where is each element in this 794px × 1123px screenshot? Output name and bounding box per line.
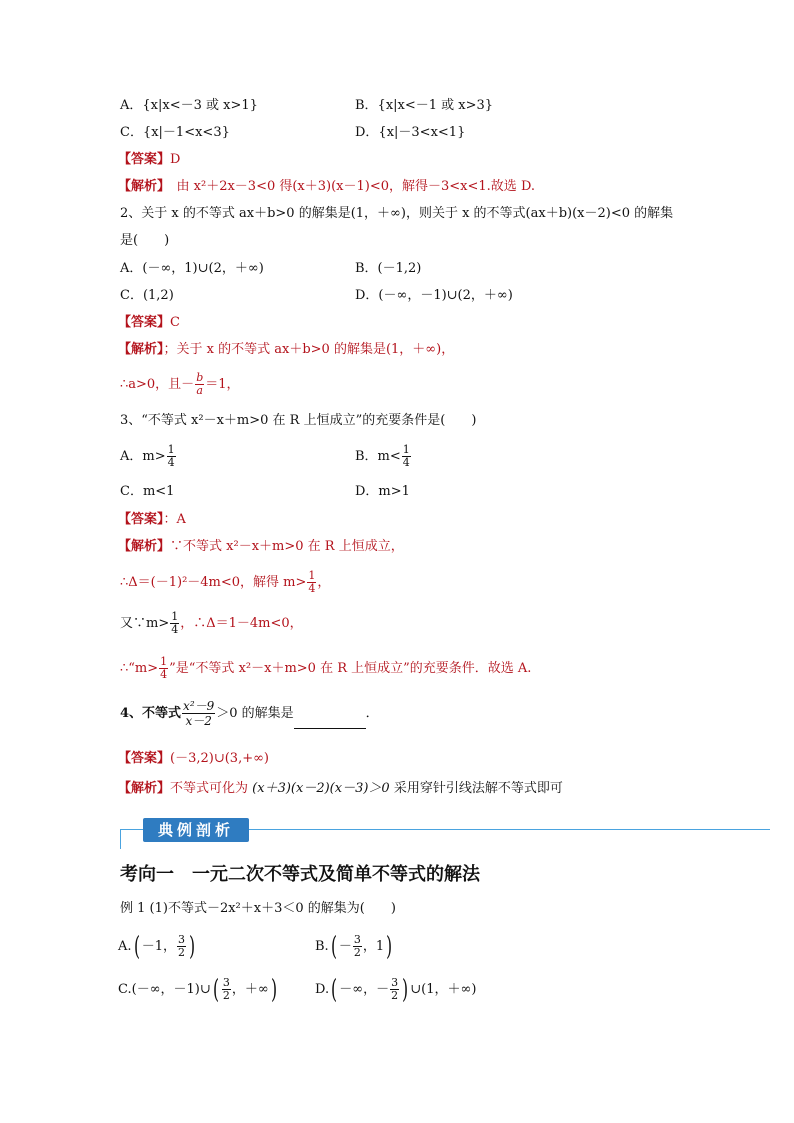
q2-answer bbox=[118, 314, 180, 332]
answer-label: 【答案】 bbox=[118, 315, 171, 330]
analysis-text: 又∵m> bbox=[120, 616, 170, 631]
analysis-text: ＝1， bbox=[205, 377, 240, 392]
fraction-denominator: 2 bbox=[222, 989, 230, 1002]
question-text: ＞0 的解集是 bbox=[216, 706, 294, 721]
analysis-math: (x＋3)(x－2)(x－3)＞0 bbox=[252, 781, 390, 796]
q1-answer bbox=[118, 151, 180, 169]
q2-stem-line1: 2、关于 x 的不等式 ax＋b>0 的解集是(1，＋∞)，则关于 x 的不等式(ax＋b)(x－2)<0 的解集 bbox=[120, 206, 674, 221]
analysis-text: ∴a>0，且－ bbox=[120, 377, 195, 392]
example1-option-b bbox=[315, 932, 394, 962]
fraction-numerator: 3 bbox=[391, 976, 399, 989]
fraction-numerator: 1 bbox=[308, 569, 316, 582]
analysis-text: 由 x²＋2x－3<0 得(x＋3)(x－1)<0，解得－3<x<1.故选 D. bbox=[163, 179, 536, 194]
example1-option-d bbox=[315, 975, 476, 1005]
option-text: C.(－∞，－1)∪ bbox=[118, 982, 211, 997]
option-label: D. bbox=[315, 982, 330, 997]
example1-option-a bbox=[118, 932, 197, 962]
answer-value: (－3,2)∪(3,+∞) bbox=[170, 751, 269, 766]
fraction-numerator: 1 bbox=[160, 655, 168, 668]
analysis-text: ∴“m> bbox=[120, 661, 159, 676]
option-label: A. bbox=[118, 939, 132, 954]
section-bracket bbox=[120, 829, 139, 849]
answer-value: C bbox=[170, 315, 180, 330]
q3-analysis-line2: ∴Δ＝(－1)²－4m<0，解得 m> $\frac{1}{4}$ ， bbox=[120, 569, 331, 595]
analysis-text: ∵不等式 x²－x＋m>0 在 R 上恒成立， bbox=[170, 539, 404, 554]
paren-open: ( bbox=[330, 931, 337, 962]
q1-option-b: B．{x|x<－1 或 x>3} bbox=[355, 98, 494, 113]
fraction-numerator: 1 bbox=[167, 443, 175, 456]
section-banner: 典例剖析 bbox=[143, 818, 249, 842]
fraction-three-halves bbox=[222, 977, 231, 1002]
q3-option-b bbox=[355, 444, 412, 470]
analysis-text: ，∴Δ＝1－4m<0， bbox=[180, 616, 303, 631]
answer-label: 【答案】 bbox=[118, 751, 171, 766]
fraction-one-quarter bbox=[307, 570, 316, 595]
q2-option-b: B．(－1,2) bbox=[355, 261, 422, 276]
analysis-text: ”是“不等式 x²－x＋m>0 在 R 上恒成立”的充要条件．故选 A. bbox=[169, 661, 532, 676]
option-text: B．m< bbox=[355, 449, 401, 464]
fraction-denominator: 4 bbox=[160, 668, 168, 681]
q3-analysis-line1 bbox=[118, 538, 404, 556]
q1-option-c: C．{x|－1<x<3} bbox=[120, 125, 230, 140]
q2-option-a: A．(－∞，1)∪(2，＋∞) bbox=[120, 261, 264, 276]
fraction-b-over-a bbox=[195, 372, 204, 397]
fraction-denominator: 2 bbox=[177, 946, 185, 959]
fraction-three-halves bbox=[353, 934, 362, 959]
paren-close: ) bbox=[402, 974, 409, 1005]
fraction-numerator: 1 bbox=[402, 443, 410, 456]
q1-analysis bbox=[118, 178, 535, 196]
q4-stem bbox=[120, 699, 379, 729]
analysis-label: 【解析】 bbox=[118, 539, 171, 554]
analysis-label: 【解析】 bbox=[118, 781, 171, 796]
q3-answer bbox=[118, 511, 186, 529]
answer-label: 【答案】 bbox=[118, 512, 164, 527]
option-text: ，1 bbox=[362, 939, 385, 954]
analysis-text: ；关于 x 的不等式 ax＋b>0 的解集是(1，＋∞)， bbox=[163, 342, 455, 357]
option-text: ∪(1，＋∞) bbox=[410, 982, 477, 997]
answer-value: ：A bbox=[163, 512, 186, 527]
fraction-three-halves bbox=[177, 934, 186, 959]
fraction-numerator: 3 bbox=[222, 976, 230, 989]
q1-option-d: D．{x|－3<x<1} bbox=[355, 125, 466, 140]
section-heading: 考向一 一元二次不等式及简单不等式的解法 bbox=[120, 864, 480, 885]
q1-option-a: A．{x|x<－3 或 x>1} bbox=[120, 98, 258, 113]
q3-option-c: C．m<1 bbox=[120, 484, 175, 499]
analysis-text: ∴Δ＝(－1)²－4m<0，解得 m> bbox=[120, 575, 307, 590]
paren-open: ( bbox=[133, 931, 140, 962]
paren-open: ( bbox=[212, 974, 219, 1005]
q2-stem-line2: 是( ) bbox=[120, 233, 170, 248]
fraction-one-quarter bbox=[167, 444, 176, 469]
paren-close: ) bbox=[189, 931, 196, 962]
analysis-text: 不等式可化为 bbox=[170, 781, 249, 796]
q4-answer bbox=[118, 750, 269, 768]
paren-close: ) bbox=[386, 931, 393, 962]
q2-option-c: C．(1,2) bbox=[120, 288, 174, 303]
q2-analysis-line2 bbox=[120, 372, 240, 398]
fraction-one-quarter bbox=[170, 611, 179, 636]
example1-option-c bbox=[118, 975, 279, 1005]
fraction-numerator: 1 bbox=[171, 610, 179, 623]
fraction-denominator: x－2 bbox=[182, 713, 215, 728]
fraction-numerator: 3 bbox=[177, 933, 185, 946]
q3-stem: 3、“不等式 x²－x＋m>0 在 R 上恒成立”的充要条件是( ) bbox=[120, 413, 477, 428]
fraction-denominator: 4 bbox=[402, 456, 410, 469]
answer-value: D bbox=[170, 152, 181, 167]
fraction-one-quarter bbox=[402, 444, 411, 469]
question-text: ． bbox=[365, 706, 379, 721]
q3-option-a bbox=[120, 444, 177, 470]
paren-open: ( bbox=[331, 974, 338, 1005]
option-text: A．m> bbox=[120, 449, 166, 464]
q3-analysis-line4 bbox=[120, 656, 531, 682]
fraction-numerator: x²－9 bbox=[183, 699, 215, 713]
fraction-denominator: 4 bbox=[171, 623, 179, 636]
answer-blank[interactable] bbox=[294, 714, 366, 729]
q2-analysis-line1 bbox=[118, 341, 454, 359]
option-text: ，＋∞ bbox=[231, 982, 269, 997]
fraction-denominator: 4 bbox=[308, 582, 316, 595]
example1-stem: 例 1 (1)不等式－2x²＋x＋3＜0 的解集为( ) bbox=[120, 901, 396, 916]
fraction-numerator: b bbox=[196, 371, 204, 384]
analysis-label: 【解析】 bbox=[118, 342, 164, 357]
fraction-numerator: 3 bbox=[353, 933, 361, 946]
fraction-denominator: 4 bbox=[167, 456, 175, 469]
question-text: 4、不等式 bbox=[120, 706, 182, 721]
q3-option-d: D．m>1 bbox=[355, 484, 410, 499]
fraction-denominator: 2 bbox=[353, 946, 361, 959]
q4-analysis bbox=[118, 780, 563, 798]
fraction-q4 bbox=[182, 699, 215, 728]
analysis-label: 【解析】 bbox=[118, 179, 164, 194]
fraction-denominator: a bbox=[196, 384, 203, 397]
answer-label: 【答案】 bbox=[118, 152, 171, 167]
paren-close: ) bbox=[270, 974, 277, 1005]
option-text: －1， bbox=[141, 939, 176, 954]
option-text: － bbox=[338, 939, 352, 954]
fraction-one-quarter bbox=[159, 656, 168, 681]
option-text: －∞，－ bbox=[339, 982, 390, 997]
option-label: B. bbox=[315, 939, 329, 954]
fraction-denominator: 2 bbox=[391, 989, 399, 1002]
q3-analysis-line3 bbox=[120, 611, 303, 637]
q2-option-d: D．(－∞，－1)∪(2，＋∞) bbox=[355, 288, 513, 303]
fraction-three-halves bbox=[390, 977, 399, 1002]
analysis-text: 采用穿针引线法解不等式即可 bbox=[393, 781, 563, 796]
